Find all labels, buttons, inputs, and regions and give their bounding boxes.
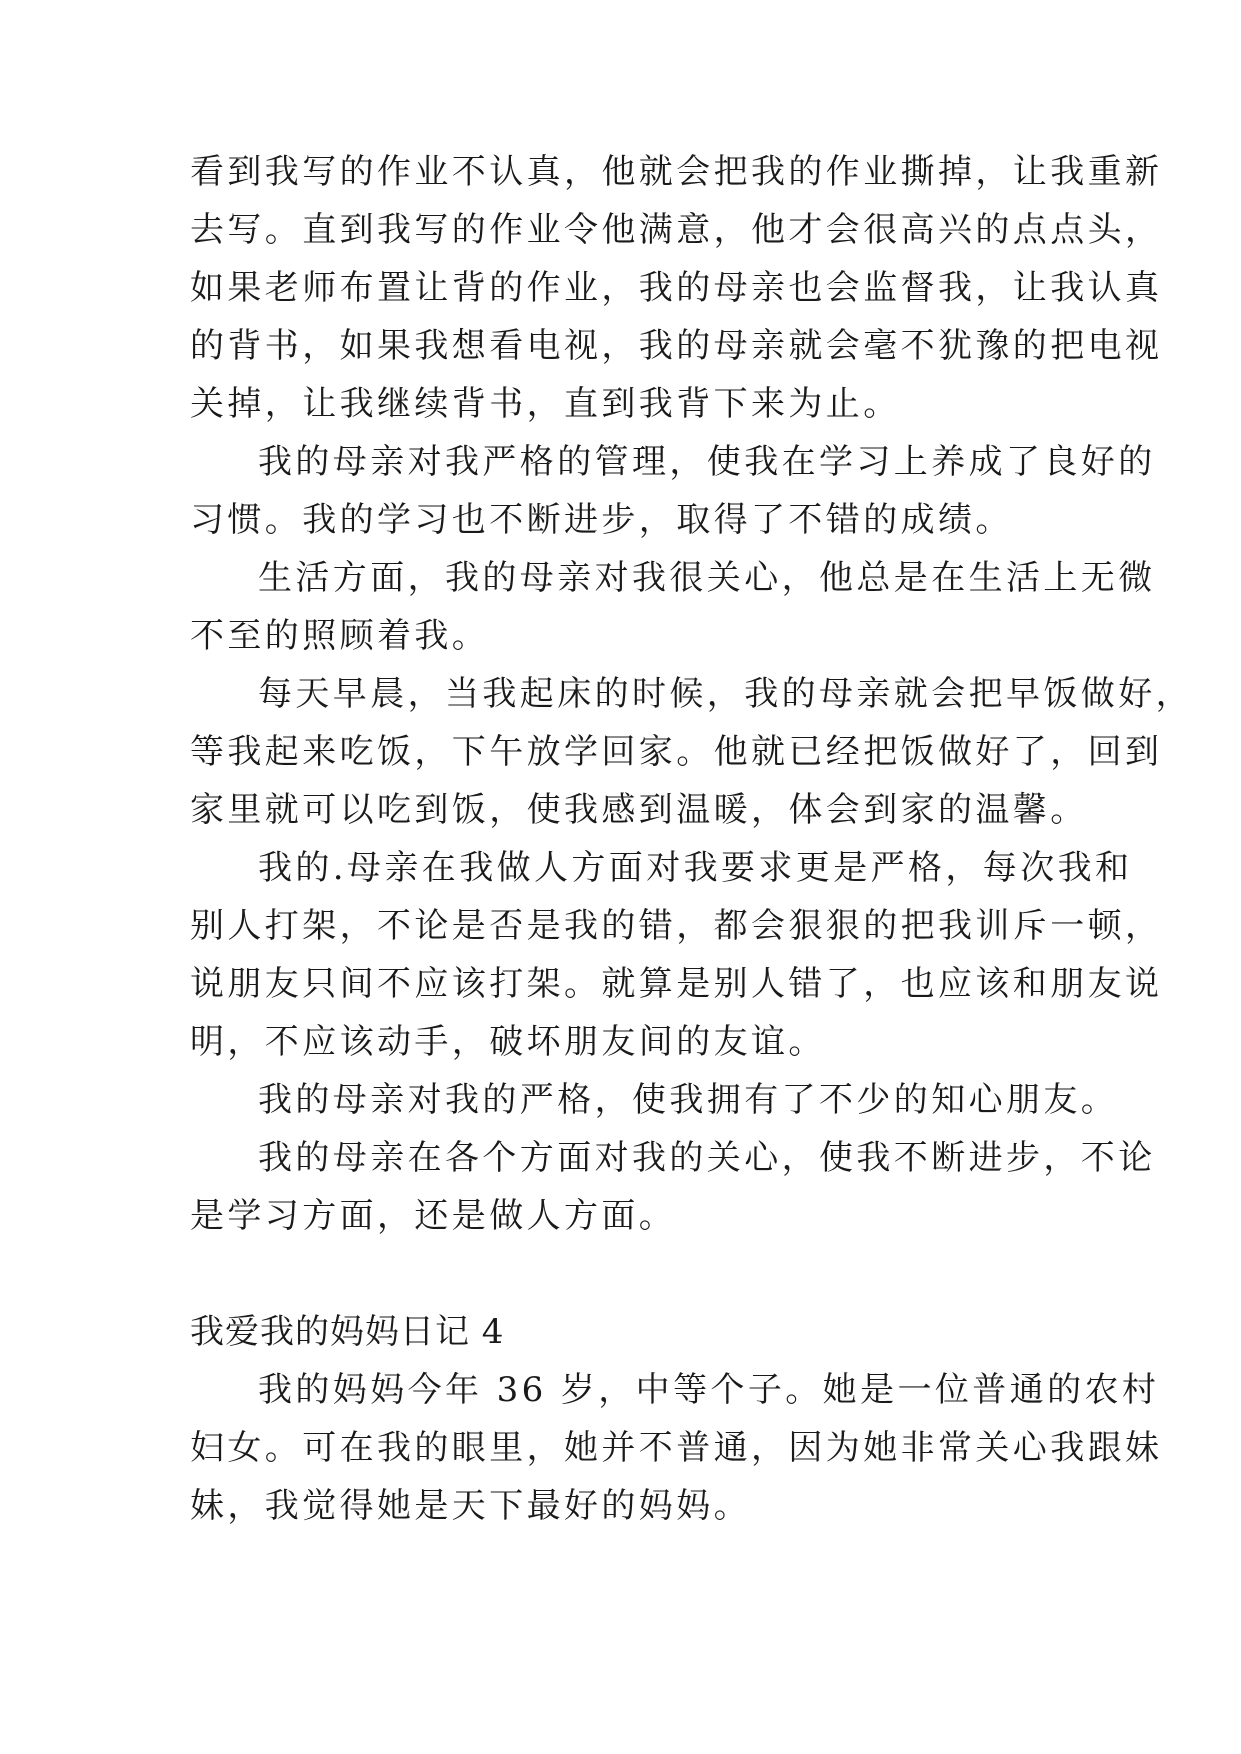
paragraph-first-line: 我的.母亲在我做人方面对我要求更是严格，每次我和 — [258, 848, 1133, 888]
text-line: 去写。直到我写的作业令他满意，他才会很高兴的点点头， — [190, 210, 1163, 250]
paragraph-first-line: 我的母亲在各个方面对我的关心，使我不断进步，不论 — [258, 1138, 1156, 1178]
text-line: 别人打架，不论是否是我的错，都会狠狠的把我训斥一顿， — [190, 906, 1163, 946]
paragraph-first-line: 生活方面，我的母亲对我很关心，他总是在生活上无微 — [258, 558, 1156, 598]
text-line: 是学习方面，还是做人方面。 — [190, 1196, 677, 1236]
text-line: 不至的照顾着我。 — [190, 616, 490, 656]
text-line: 看到我写的作业不认真，他就会把我的作业撕掉，让我重新 — [190, 152, 1163, 192]
paragraph-first-line: 我的母亲对我严格的管理，使我在学习上养成了良好的 — [258, 442, 1156, 482]
text-line: 说朋友只间不应该打架。就算是别人错了，也应该和朋友说 — [190, 964, 1163, 1004]
text-line: 明，不应该动手，破坏朋友间的友谊。 — [190, 1022, 826, 1062]
text-line: 如果老师布置让背的作业，我的母亲也会监督我，让我认真 — [190, 268, 1163, 308]
text-line: 家里就可以吃到饭，使我感到温暖，体会到家的温馨。 — [190, 790, 1088, 830]
text-line: 的背书，如果我想看电视，我的母亲就会毫不犹豫的把电视 — [190, 326, 1163, 366]
text-line: 妹，我觉得她是天下最好的妈妈。 — [190, 1486, 751, 1526]
paragraph-first-line: 我的母亲对我的严格，使我拥有了不少的知心朋友。 — [258, 1080, 1119, 1120]
section-heading: 我爱我的妈妈日记 4 — [190, 1312, 505, 1352]
text-line: 关掉，让我继续背书，直到我背下来为止。 — [190, 384, 901, 424]
text-line: 等我起来吃饭，下午放学回家。他就已经把饭做好了，回到 — [190, 732, 1163, 772]
text-line: 习惯。我的学习也不断进步，取得了不错的成绩。 — [190, 500, 1013, 540]
paragraph-first-line: 我的妈妈今年 36 岁，中等个子。她是一位普通的农村 — [258, 1370, 1160, 1410]
text-line: 妇女。可在我的眼里，她并不普通，因为她非常关心我跟妹 — [190, 1428, 1163, 1468]
paragraph-first-line: 每天早晨，当我起床的时候，我的母亲就会把早饭做好， — [258, 674, 1193, 714]
